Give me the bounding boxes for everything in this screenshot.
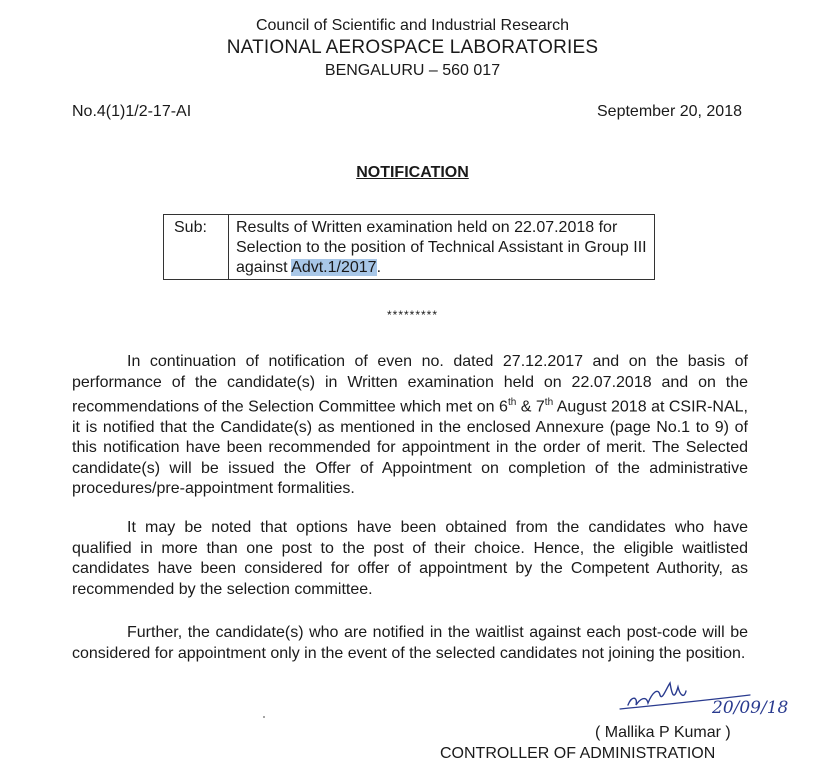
notification-heading — [0, 164, 825, 182]
signatory-designation: CONTROLLER OF ADMINISTRATION — [440, 745, 716, 762]
subject-text — [229, 215, 654, 279]
paragraph-1-part-b: & 7 — [516, 398, 545, 416]
reference-number: No.4(1)1/2-17-AI — [72, 103, 192, 120]
scan-speck — [263, 716, 265, 718]
superscript-th-1: th — [507, 397, 517, 408]
council-name: Council of Scientific and Industrial Research — [255, 17, 570, 34]
paragraph-1 — [72, 352, 748, 500]
subject-box — [163, 214, 655, 280]
notification-heading-text: NOTIFICATION — [356, 164, 469, 181]
laboratory-name: NATIONAL AEROSPACE LABORATORIES — [226, 37, 599, 58]
city-address: BENGALURU – 560 017 — [324, 62, 501, 79]
handwritten-signature-icon — [600, 665, 800, 725]
subject-text-main: Results of Written examination held on 22.07.2018 for Selection to the position of Technical Assistant in Group III against — [236, 219, 647, 276]
subject-highlighted-advt[interactable]: Advt.1/2017 — [291, 259, 377, 276]
paragraph-1-part-c: August 2018 at CSIR-NAL, it is notified that the Candidate(s) as mentioned in the enclosed Annexure (page No.1 to 9) of this notification have been recommended for appointment in the order of merit. The Selected candidate(s) will be issued the Offer of Appointment on completion of the administrative procedures/pre-appointment formalities. — [72, 398, 748, 498]
separator-stars: ********* — [386, 308, 439, 322]
superscript-th-2: th — [544, 397, 554, 408]
handwritten-date: 20/09/18 — [712, 698, 789, 718]
letter-date: September 20, 2018 — [597, 103, 742, 120]
signatory-name: ( Mallika P Kumar ) — [595, 724, 731, 741]
subject-label: Sub: — [164, 215, 229, 279]
paragraph-1-part-a: In continuation of notification of even no. dated 27.12.2017 and on the basis of performance of the candidate(s) in Written examination held on 22.07.2018 and on the recommendations of the Selection Committee which met on 6 — [72, 353, 748, 416]
paragraph-2: It may be noted that options have been obtained from the candidates who have qualified in more than one post to the post of their choice. Hence, the eligible waitlisted candidates have been considered for offer of appointment by the Competent Authority, as recommended by the selection committee. — [72, 519, 748, 598]
paragraph-3: Further, the candidate(s) who are notified in the waitlist against each post-code will be considered for appointment only in the event of the selected candidates not joining the position. — [72, 624, 748, 662]
subject-text-end: . — [376, 259, 382, 276]
